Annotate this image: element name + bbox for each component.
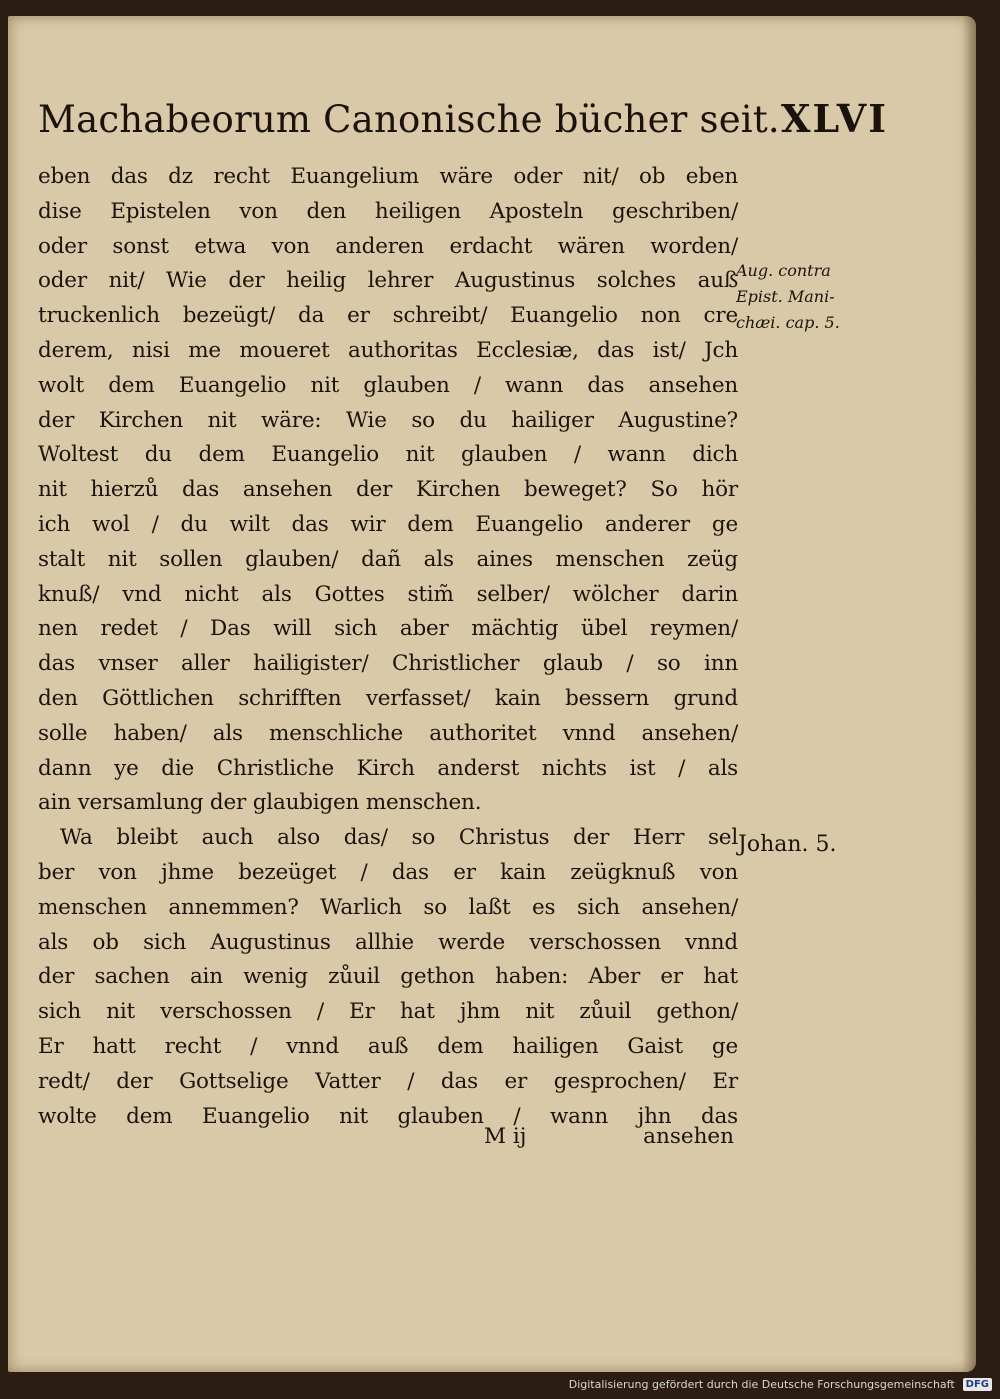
text-line: Wa bleibt auch also das/ so Christus der Herr sel [60, 825, 738, 851]
text-line: nit hierzů das ansehen der Kirchen beweget? So hör [38, 477, 738, 503]
footer-credit [569, 1373, 992, 1395]
text-line: Er hatt recht / vnnd auß dem hailigen Gaist ge [38, 1033, 738, 1059]
text-line: knuß/ vnd nicht als Gottes stim̃ selber/ wölcher darin [38, 581, 738, 607]
text-line: eben das dz recht Euangelium wäre oder nit/ ob eben [38, 164, 738, 189]
text-line: sich nit verschossen / Er hat jhm nit zůuil gethon/ [38, 999, 738, 1025]
text-line: ich wol / du wilt das wir dem Euangelio anderer ge [38, 511, 738, 537]
text-line: dise Epistelen von den heiligen Aposteln geschriben/ [38, 198, 738, 224]
marginal-note-johan: Johan. 5. [738, 832, 837, 857]
text-line: den Göttlichen schrifften verfasset/ kain bessern grund [38, 685, 738, 711]
text-line: als ob sich Augustinus allhie werde verschossen vnnd [38, 929, 738, 955]
running-title: Machabeorum Canonische bücher seit. [38, 98, 780, 141]
signature-mark: M ij [484, 1124, 527, 1149]
text-line: oder sonst etwa von anderen erdacht wären worden/ [38, 233, 738, 259]
text-line: menschen annemmen? Warlich so laßt es sich ansehen/ [38, 894, 738, 920]
text-line: der sachen ain wenig zůuil gethon haben: Aber er hat [38, 964, 738, 990]
text-line: das vnser aller hailigister/ Christlicher glaub / so inn [38, 651, 738, 677]
marginal-note-line: Aug. contra [736, 261, 831, 280]
text-line: solle haben/ als menschliche authoritet vnnd ansehen/ [38, 720, 738, 746]
dfg-logo: DFG [963, 1378, 992, 1391]
text-line: der Kirchen nit wäre: Wie so du hailiger Augustine? [38, 407, 738, 433]
text-line: wolt dem Euangelio nit glauben / wann das ansehen [38, 372, 738, 398]
running-head [38, 96, 888, 152]
folio-number: XLVI [781, 96, 888, 141]
text-line: wolte dem Euangelio nit glauben / wann jhn das [38, 1103, 738, 1129]
marginal-note-line: chæi. cap. 5. [736, 313, 840, 332]
marginal-note-augustine [736, 258, 856, 336]
text-line: stalt nit sollen glauben/ dañ als aines menschen zeüg [38, 546, 738, 572]
footer-credit-text: Digitalisierung gefördert durch die Deutsche Forschungsgemeinschaft [568, 1377, 955, 1391]
page-edge-shadow [962, 16, 976, 1372]
text-line: derem, nisi me moueret authoritas Ecclesiæ, das ist/ Jch [38, 337, 738, 363]
catchword: ansehen [643, 1124, 734, 1149]
text-line: ain versamlung der glaubigen menschen. [38, 790, 482, 816]
text-line: ber von jhme bezeüget / das er kain zeügknuß von [38, 859, 738, 885]
text-line: redt/ der Gottselige Vatter / das er gesprochen/ Er [38, 1068, 738, 1094]
text-line: nen redet / Das will sich aber mächtig übel reymen/ [38, 616, 738, 642]
catchline [484, 1124, 734, 1160]
text-line: dann ye die Christliche Kirch anderst nichts ist / als [38, 755, 738, 781]
text-line: Woltest du dem Euangelio nit glauben / wann dich [38, 442, 738, 468]
text-line: oder nit/ Wie der heilig lehrer Augustinus solches auß [38, 268, 738, 294]
marginal-note-line: Epist. Mani- [736, 287, 835, 306]
body-text [38, 160, 738, 1134]
text-line: truckenlich bezeügt/ da er schreibt/ Euangelio non cre [38, 303, 738, 329]
